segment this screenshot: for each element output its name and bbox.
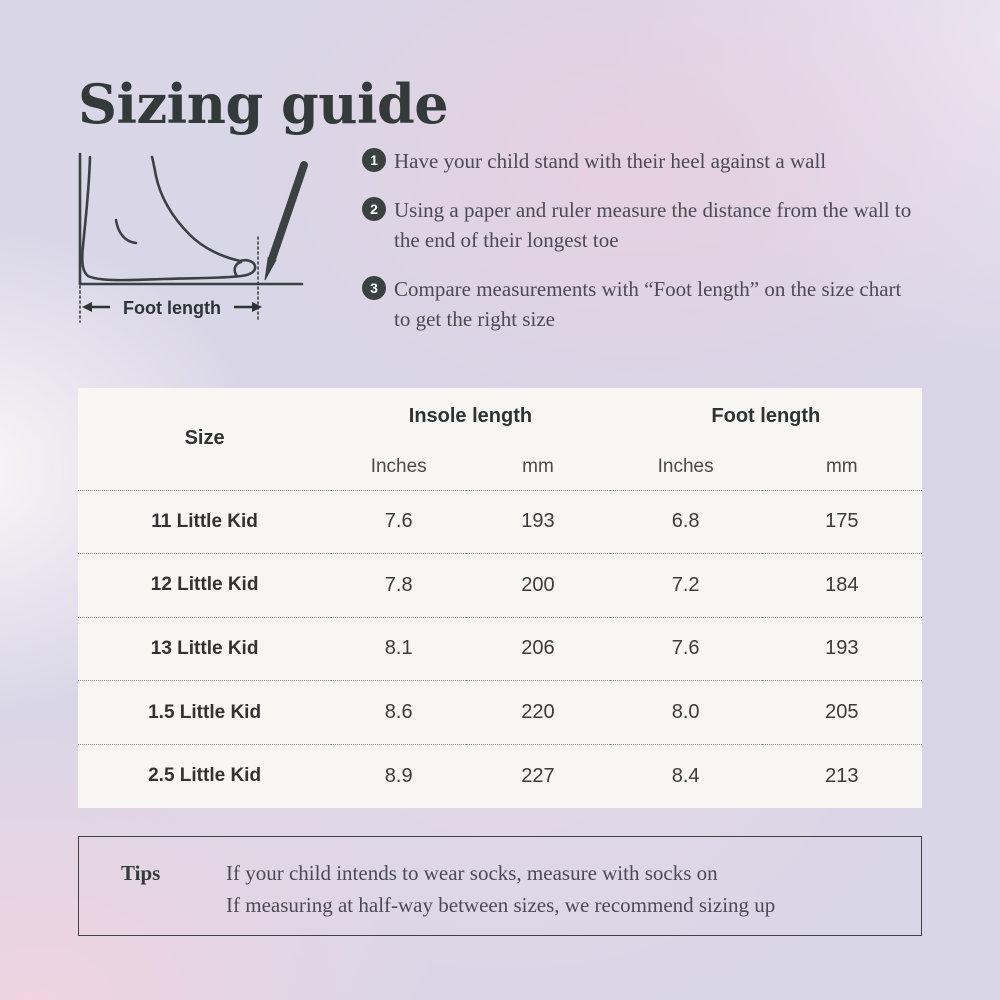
size-label: 1.5 Little Kid: [148, 701, 262, 723]
instruction-step-2: [362, 195, 937, 255]
foot-length-label: Foot length: [123, 298, 221, 318]
insole-mm-value: 227: [521, 764, 555, 787]
foot-mm-value: 184: [825, 573, 859, 596]
foot-inches-value: 6.8: [671, 510, 700, 533]
size-chart-table: [78, 388, 922, 808]
instruction-step-1: [362, 146, 937, 176]
size-label: 13 Little Kid: [150, 637, 259, 659]
insole-mm-value: 200: [521, 573, 555, 596]
table-row: [78, 554, 922, 618]
foot-mm-value: 213: [825, 764, 859, 787]
insole-mm-value: 206: [521, 637, 555, 660]
insole-inches-value: 7.8: [384, 573, 413, 596]
foot-inches-value: 8.0: [671, 701, 700, 724]
foot-inches-value: 7.6: [671, 637, 700, 660]
insole-inches-value: 8.6: [384, 701, 413, 724]
table-row: [78, 490, 922, 554]
instruction-list: [362, 146, 937, 353]
table-row: [78, 617, 922, 681]
foot-outline: [82, 157, 255, 280]
table-row: [78, 681, 922, 745]
tips-label: Tips: [121, 861, 161, 885]
column-group-foot-length: Foot length: [711, 404, 821, 427]
tips-text: [226, 857, 775, 921]
column-group-insole-length: Insole length: [408, 404, 533, 427]
tips-box: [78, 836, 922, 936]
step-number-badge: 3: [362, 276, 386, 300]
insole-mm-value: 193: [521, 510, 555, 533]
step-number-badge: 1: [362, 148, 386, 172]
size-label: 11 Little Kid: [151, 510, 258, 532]
ankle-detail: [116, 220, 136, 243]
column-header-size: Size: [184, 427, 225, 450]
instruction-text: Compare measurements with “Foot length” on the size chart to get the right size: [394, 277, 902, 331]
subheader-insole-mm: mm: [522, 455, 554, 477]
tips-line-1: If your child intends to wear socks, measure with socks on: [226, 861, 718, 885]
insole-mm-value: 220: [521, 701, 555, 724]
insole-inches-value: 7.6: [384, 510, 413, 533]
insole-inches-value: 8.1: [384, 637, 413, 660]
foot-inches-value: 8.4: [671, 764, 700, 787]
tips-line-2: If measuring at half-way between sizes, we recommend sizing up: [226, 893, 776, 917]
table-row: [78, 744, 922, 808]
foot-mm-value: 175: [825, 510, 859, 533]
size-chart-panel: [78, 388, 922, 808]
foot-mm-value: 205: [825, 701, 859, 724]
subheader-foot-inches: Inches: [657, 455, 714, 477]
insole-inches-value: 8.9: [384, 764, 413, 787]
page-title: Sizing guide: [78, 72, 449, 137]
subheader-insole-inches: Inches: [370, 455, 427, 477]
foot-mm-value: 193: [825, 637, 859, 660]
instruction-step-3: [362, 274, 937, 334]
big-toe-detail: [235, 262, 241, 276]
foot-inches-value: 7.2: [671, 573, 700, 596]
pencil-icon: [265, 165, 304, 280]
step-number-badge: 2: [362, 197, 386, 221]
instruction-text: Have your child stand with their heel against a wall: [394, 149, 827, 173]
subheader-foot-mm: mm: [825, 455, 858, 477]
size-label: 2.5 Little Kid: [148, 765, 262, 787]
foot-measurement-diagram: [76, 152, 311, 327]
instruction-text: Using a paper and ruler measure the distance from the wall to the end of their longest toe: [394, 198, 912, 252]
size-label: 12 Little Kid: [150, 574, 259, 596]
